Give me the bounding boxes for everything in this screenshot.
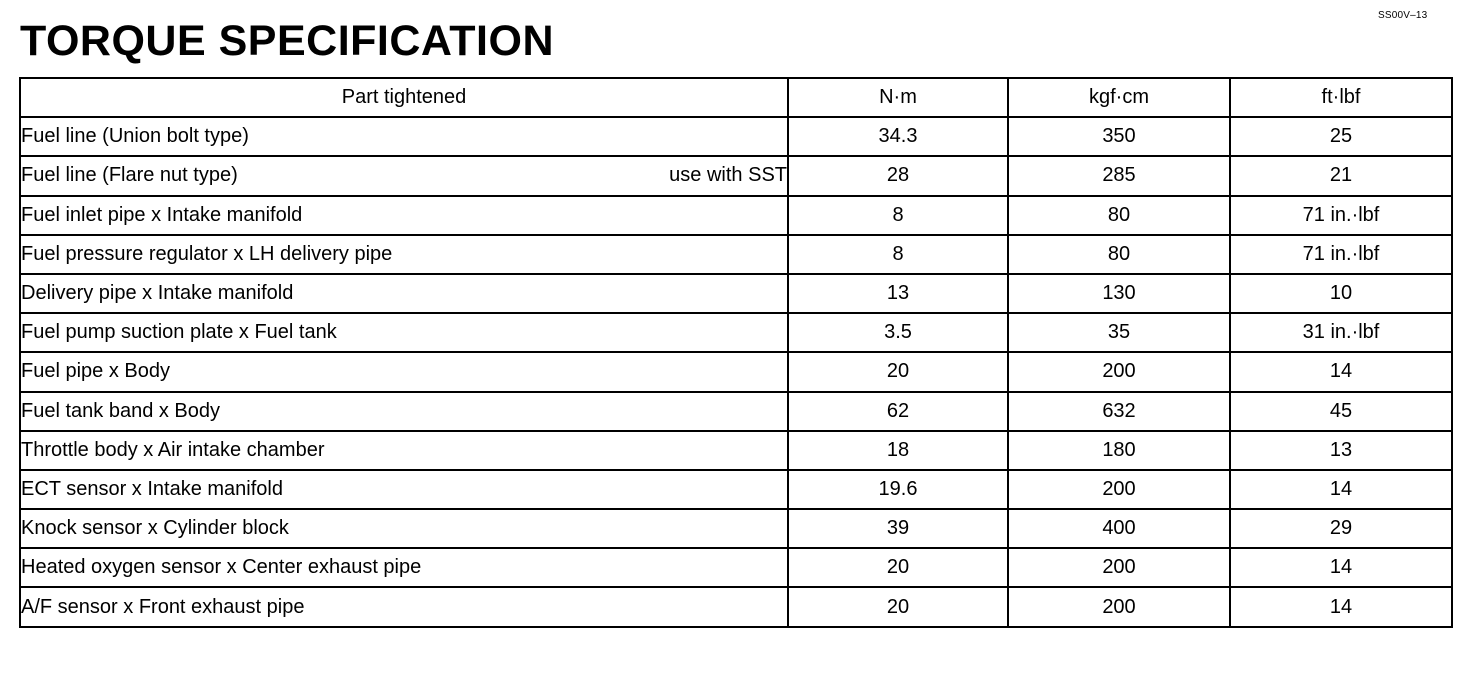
nm-cell: 18: [788, 431, 1008, 470]
ftlbf-cell: 71 in.·lbf: [1230, 196, 1452, 235]
document-code: SS00V–13: [1378, 10, 1428, 21]
part-name: Knock sensor x Cylinder block: [21, 517, 289, 540]
ftlbf-cell: 21: [1230, 156, 1452, 195]
table-row: [20, 235, 1452, 274]
nm-cell: 20: [788, 352, 1008, 391]
table-row: [20, 352, 1452, 391]
part-name: A/F sensor x Front exhaust pipe: [21, 595, 305, 618]
kgfcm-cell: 350: [1008, 117, 1230, 156]
part-cell: [20, 548, 788, 587]
header-kgfcm: kgf·cm: [1008, 78, 1230, 117]
kgfcm-cell: 200: [1008, 587, 1230, 626]
table-header-row: [20, 78, 1452, 117]
ftlbf-cell: 10: [1230, 274, 1452, 313]
ftlbf-cell: 14: [1230, 470, 1452, 509]
part-name: Fuel line (Union bolt type): [21, 125, 249, 148]
nm-cell: 28: [788, 156, 1008, 195]
kgfcm-cell: 180: [1008, 431, 1230, 470]
ftlbf-cell: 29: [1230, 509, 1452, 548]
ftlbf-cell: 14: [1230, 352, 1452, 391]
part-cell: [20, 587, 788, 626]
nm-cell: 3.5: [788, 313, 1008, 352]
table-row: [20, 156, 1452, 195]
nm-cell: 19.6: [788, 470, 1008, 509]
header-ftlbf: ft·lbf: [1230, 78, 1452, 117]
table-row: [20, 470, 1452, 509]
ftlbf-cell: 13: [1230, 431, 1452, 470]
kgfcm-cell: 130: [1008, 274, 1230, 313]
kgfcm-cell: 80: [1008, 235, 1230, 274]
part-cell: [20, 431, 788, 470]
kgfcm-cell: 285: [1008, 156, 1230, 195]
torque-spec-table: [19, 77, 1453, 628]
nm-cell: 13: [788, 274, 1008, 313]
part-name: Fuel inlet pipe x Intake manifold: [21, 203, 303, 226]
part-cell: [20, 509, 788, 548]
table-row: [20, 392, 1452, 431]
nm-cell: 8: [788, 196, 1008, 235]
nm-cell: 8: [788, 235, 1008, 274]
ftlbf-cell: 45: [1230, 392, 1452, 431]
table-row: [20, 548, 1452, 587]
table-row: [20, 313, 1452, 352]
part-name: Throttle body x Air intake chamber: [21, 438, 325, 461]
ftlbf-cell: 14: [1230, 587, 1452, 626]
nm-cell: 20: [788, 587, 1008, 626]
table-row: [20, 117, 1452, 156]
table-row: [20, 196, 1452, 235]
part-cell: [20, 156, 788, 195]
ftlbf-cell: 31 in.·lbf: [1230, 313, 1452, 352]
ftlbf-cell: 14: [1230, 548, 1452, 587]
part-cell: [20, 352, 788, 391]
part-name: ECT sensor x Intake manifold: [21, 477, 283, 500]
kgfcm-cell: 632: [1008, 392, 1230, 431]
table-row: [20, 431, 1452, 470]
header-part-tightened: Part tightened: [20, 78, 788, 117]
part-name: Delivery pipe x Intake manifold: [21, 282, 294, 305]
nm-cell: 39: [788, 509, 1008, 548]
part-cell: [20, 196, 788, 235]
part-cell: [20, 117, 788, 156]
table-row: [20, 274, 1452, 313]
part-name: Fuel line (Flare nut type): [21, 164, 238, 187]
nm-cell: 34.3: [788, 117, 1008, 156]
kgfcm-cell: 200: [1008, 548, 1230, 587]
part-name: Fuel pressure regulator x LH delivery pipe: [21, 242, 393, 265]
part-name: Fuel tank band x Body: [21, 399, 221, 422]
kgfcm-cell: 400: [1008, 509, 1230, 548]
part-cell: [20, 235, 788, 274]
part-name: Fuel pipe x Body: [21, 360, 170, 383]
part-cell: [20, 313, 788, 352]
part-note: use with SST: [669, 164, 787, 187]
part-name: Heated oxygen sensor x Center exhaust pipe: [21, 556, 422, 579]
kgfcm-cell: 200: [1008, 470, 1230, 509]
nm-cell: 20: [788, 548, 1008, 587]
kgfcm-cell: 200: [1008, 352, 1230, 391]
nm-cell: 62: [788, 392, 1008, 431]
part-name: Fuel pump suction plate x Fuel tank: [21, 321, 337, 344]
ftlbf-cell: 25: [1230, 117, 1452, 156]
kgfcm-cell: 35: [1008, 313, 1230, 352]
part-cell: [20, 470, 788, 509]
part-cell: [20, 274, 788, 313]
header-nm: N·m: [788, 78, 1008, 117]
part-cell: [20, 392, 788, 431]
page-title: TORQUE SPECIFICATION: [20, 17, 554, 65]
table-row: [20, 509, 1452, 548]
table-row: [20, 587, 1452, 626]
kgfcm-cell: 80: [1008, 196, 1230, 235]
ftlbf-cell: 71 in.·lbf: [1230, 235, 1452, 274]
